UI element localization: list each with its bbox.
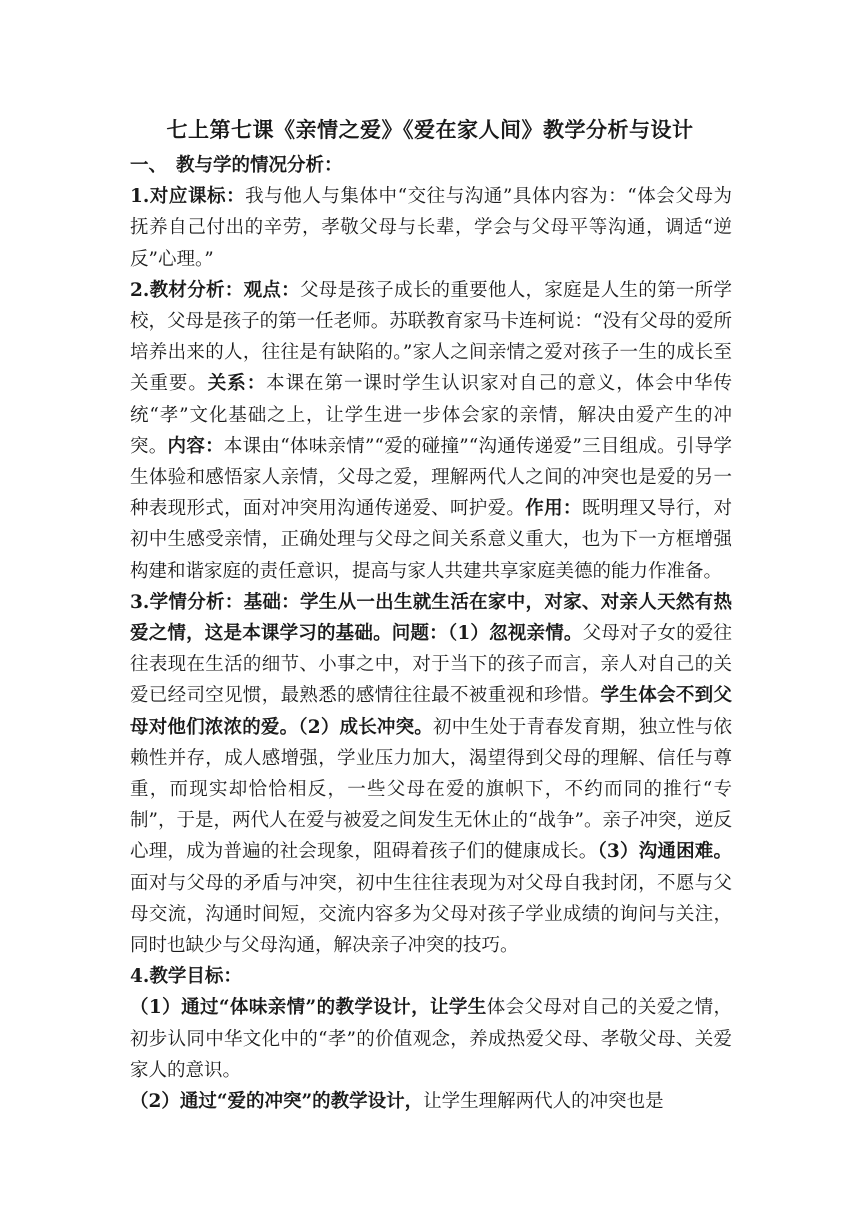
curriculum-text: 我与他人与集体中“交往与沟通”具体内容为：“体会父母为抚养自己付出的辛劳，孝敬父母与长辈，学会与父母平等沟通，调适“逆反”心理。”	[130, 186, 732, 270]
viewpoint-label: 观点：	[243, 279, 300, 301]
problem1-text: 父母对子女的爱往往表现在生活的细节、小事之中，对于当下的孩子而言，亲人对自己的关爱已经司空见惯，最熟悉的感情往往最不被重视和珍惜。	[130, 623, 732, 707]
relation-text: 本课在第一课时学生认识家对自己的意义，体会中华传统“孝”文化基础之上，让学生进一步体会家的亲情，解决由爱产生的冲突。	[130, 373, 732, 457]
learner-label: 3.学情分析：	[130, 591, 244, 613]
content-label: 内容：	[167, 435, 224, 457]
section-number: 一、	[130, 155, 168, 176]
problem1-label: 问题：（1）忽视亲情。	[391, 623, 583, 645]
section-heading	[130, 150, 732, 181]
goal-2	[130, 1086, 732, 1117]
effect-text: 既明理又导行，对初中生感受亲情，正确处理与父母之间关系意义重大，也为下一方框增强构建和谐家庭的责任意识，提高与家人共建共享家庭美德的能力作准备。	[130, 498, 732, 582]
document-body	[130, 150, 732, 1117]
paragraph-curriculum	[130, 181, 732, 275]
effect-label: 作用：	[525, 498, 582, 520]
goal1-text: 体会父母对自己的关爱之情，初步认同中华文化中的“孝”的价值观念，养成热爱父母、孝敬父母、关爱家人的意识。	[130, 997, 732, 1081]
curriculum-label: 1.对应课标：	[130, 186, 246, 208]
problem1-conclusion: 学生体会不到父母对他们浓浓的爱。	[130, 685, 732, 738]
textbook-label: 2.教材分析：	[130, 279, 244, 301]
goal2-bold: （2）通过“爱的冲突”的教学设计，	[130, 1091, 424, 1113]
goals-heading: 4.教学目标：	[130, 966, 242, 988]
section-label: 教与学的情况分析：	[176, 155, 343, 176]
basis-text: 基础：学生从一出生就生活在家中，对家、对亲人天然有热爱之情，这是本课学习的基础。	[130, 591, 732, 645]
problem2-label: （2）成长冲突。	[298, 716, 434, 738]
paragraph-learner-analysis	[130, 587, 732, 961]
problem2-text: 初中生处于青春发育期，独立性与依赖性并存，成人感增强，学业压力加大，渴望得到父母的理解、信任与尊重，而现实却恰恰相反，一些父母在爱的旗帜下，不约而同的推行“专制”，于是，两代人在爱与被爱之间发生无休止的“战争”。亲子冲突，逆反心理，成为普遍的社会现象，阻碍着孩子们的健康成长。	[130, 716, 732, 863]
goal1-bold: （1）通过“体味亲情”的教学设计，让学生	[130, 997, 487, 1019]
goal-1	[130, 992, 732, 1086]
document-title: 七上第七课《亲情之爱》《爱在家人间》教学分析与设计	[166, 117, 694, 142]
problem3-label: （3）沟通困难。	[597, 841, 732, 863]
goal2-text: 让学生理解两代人的冲突也是	[423, 1091, 664, 1113]
problem3-text: 面对与父母的矛盾与冲突，初中生往往表现为对父母自我封闭，不愿与父母交流，沟通时间短，交流内容多为父母对孩子学业成绩的询问与关注，同时也缺少与父母沟通，解决亲子冲突的技巧。	[130, 872, 732, 957]
paragraph-textbook	[130, 275, 732, 587]
viewpoint-text: 父母是孩子成长的重要他人，家庭是人生的第一所学校，父母是孩子的第一任老师。苏联教育家马卡连柯说：“没有父母的爱所培养出来的人，往往是有缺陷的。”家人之间亲情之爱对孩子一生的成长至关重要。	[130, 279, 732, 395]
relation-label: 关系：	[207, 373, 267, 395]
content-text: 本课由“体味亲情”“爱的碰撞”“沟通传递爱”三目组成。引导学生体验和感悟家人亲情，父母之爱，理解两代人之间的冲突也是爱的另一种表现形式，面对冲突用沟通传递爱、呵护爱。	[130, 435, 732, 520]
